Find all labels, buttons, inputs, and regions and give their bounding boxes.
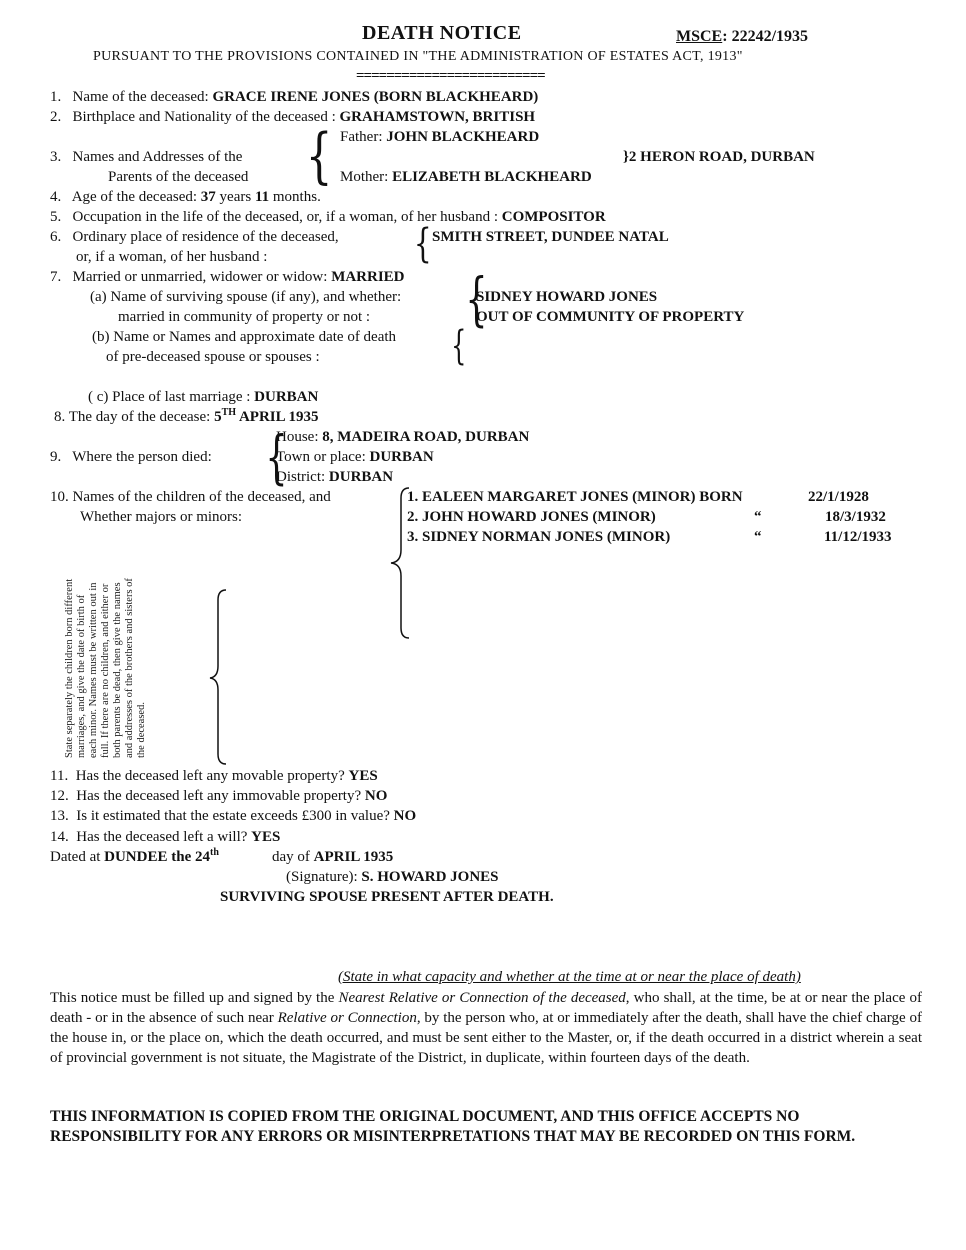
item-label: Has the deceased left any movable property? <box>75 768 349 784</box>
immovable-property: NO <box>364 788 388 804</box>
death-day: 5 <box>214 409 222 425</box>
msce-reference <box>676 28 808 46</box>
item-number: 9. <box>50 449 62 465</box>
dated-day-suffix: th <box>209 847 219 858</box>
item-7b-label-cont: of pre-deceased spouse or spouses : <box>106 349 320 365</box>
child-1-dob: 22/1/1928 <box>808 489 869 505</box>
district-label: District: <box>276 469 329 485</box>
item-label: Names of the children of the deceased, and <box>72 489 331 505</box>
item-12 <box>50 787 387 805</box>
house-label: House: <box>276 429 323 445</box>
age-years: 37 <box>200 189 216 205</box>
father-label: Father: <box>340 129 387 145</box>
item-4 <box>50 188 321 206</box>
years-label: years <box>215 189 255 205</box>
town-label: Town or place: <box>276 449 370 465</box>
item-6 <box>50 228 339 246</box>
item-3 <box>50 148 242 166</box>
side-note-brace <box>206 586 230 768</box>
instructions-text: This notice must be filled up and signed by the <box>50 990 339 1006</box>
marriage-place: DURBAN <box>254 389 319 405</box>
item-number: 7. <box>50 269 62 285</box>
instructions-emphasis: Nearest Relative or Connection of the deceased <box>338 990 626 1006</box>
item-3-label-cont: Parents of the deceased <box>108 169 249 185</box>
item-7b-label: (b) Name or Names and approximate date of death <box>92 329 397 345</box>
instructions-text: , by the person who, at or immediately after the death, shall have the chief charge of the house in, or the place on, which the death occurred, and must be sent either to the Master, or, if the death occurred in a district wherein a seat of provincial government is not situate, the Magistrate of the District, in duplicate, within fourteen days of the death. <box>50 1010 922 1066</box>
msce-number: : 22242/1935 <box>722 28 809 45</box>
spouse-brace: { <box>465 265 488 333</box>
document-title: DEATH NOTICE <box>362 22 522 44</box>
item-label: Name of the deceased: <box>72 89 213 105</box>
item-2 <box>50 108 535 126</box>
item-11 <box>50 767 378 785</box>
item-label: ( c) Place of last marriage : <box>88 389 255 405</box>
item-5 <box>50 208 606 226</box>
signatory-capacity: SURVIVING SPOUSE PRESENT AFTER DEATH. <box>220 889 554 905</box>
item-number: 12. <box>50 788 69 804</box>
movable-property: YES <box>348 768 378 784</box>
item-number: 4. <box>50 189 62 205</box>
predeceased-brace: { <box>451 323 467 369</box>
item-10-label-cont: Whether majors or minors: <box>80 509 243 525</box>
death-month-year: APRIL 1935 <box>236 409 319 425</box>
item-label: Names and Addresses of the <box>72 149 243 165</box>
town-line <box>276 448 434 466</box>
item-label: The day of the decease: <box>68 409 215 425</box>
item-10 <box>50 488 331 506</box>
msce-label: MSCE <box>676 28 723 45</box>
death-place-brace: { <box>265 423 288 491</box>
house-line <box>276 428 529 446</box>
will-left: YES <box>251 829 281 845</box>
signature-line <box>286 868 499 886</box>
dated-month-line <box>272 848 393 866</box>
item-number: 3. <box>50 149 62 165</box>
death-day-suffix: TH <box>221 407 237 418</box>
day-of-label: day of <box>272 849 314 865</box>
item-1 <box>50 88 538 106</box>
item-14 <box>50 828 280 846</box>
child-3-name: 3. SIDNEY NORMAN JONES (MINOR) <box>407 529 671 545</box>
item-7c <box>88 388 318 406</box>
dated-label: Dated at <box>50 849 105 865</box>
child-1-name: 1. EALEEN MARGARET JONES (MINOR) BORN <box>407 489 743 505</box>
parents-address: }2 HERON ROAD, DURBAN <box>623 149 815 165</box>
office-disclaimer: THIS INFORMATION IS COPIED FROM THE ORIGINAL DOCUMENT, AND THIS OFFICE ACCEPTS NO RESPONSIBILITY FOR ANY ERRORS OR MISINTERPRETATIONS THAT MAY BE RECORDED ON THIS FORM. <box>50 1108 856 1145</box>
the-label: the <box>167 849 195 865</box>
child-2-name: 2. JOHN HOWARD JONES (MINOR) <box>407 509 656 525</box>
instructions-emphasis: Relative or Connection <box>277 1010 417 1026</box>
age-months: 11 <box>254 189 270 205</box>
item-number: 14. <box>50 829 69 845</box>
child-2-ditto: “ <box>754 509 762 525</box>
district-line <box>276 468 393 486</box>
item-7 <box>50 268 405 286</box>
dated-line <box>50 848 219 866</box>
residence: SMITH STREET, DUNDEE NATAL <box>432 229 669 245</box>
dated-month-year: APRIL 1935 <box>313 849 394 865</box>
item-7a-label-cont: married in community of property or not : <box>118 309 371 325</box>
dated-day: 24 <box>194 849 210 865</box>
child-3-ditto: “ <box>754 529 762 545</box>
capacity-instruction: (State in what capacity and whether at the time at or near the place of death) <box>338 969 801 985</box>
item-number: 1. <box>50 89 62 105</box>
months-label: months. <box>269 189 321 205</box>
signature: S. HOWARD JONES <box>361 869 499 885</box>
item-label: Ordinary place of residence of the deceased, <box>72 229 339 245</box>
item-9 <box>50 448 212 466</box>
marital-status: MARRIED <box>331 269 405 285</box>
item-label: Has the deceased left a will? <box>76 829 252 845</box>
property-regime: OUT OF COMMUNITY OF PROPERTY <box>476 309 745 325</box>
item-6-label-cont: or, if a woman, of her husband : <box>76 249 268 265</box>
child-3-dob: 11/12/1933 <box>824 529 892 545</box>
dated-place: DUNDEE <box>104 849 168 865</box>
parents-brace: { <box>305 121 333 191</box>
birthplace-nationality: GRAHAMSTOWN, BRITISH <box>339 109 536 125</box>
item-13 <box>50 807 416 825</box>
residence-brace: { <box>413 221 432 267</box>
item-label: Age of the deceased: <box>71 189 201 205</box>
item-number: 5. <box>50 209 62 225</box>
item-label: Is it estimated that the estate exceeds £300 in value? <box>76 808 394 824</box>
item-number: 2. <box>50 109 62 125</box>
occupation: COMPOSITOR <box>501 209 606 225</box>
item-label: Occupation in the life of the deceased, or, if a woman, of her husband : <box>72 209 502 225</box>
surviving-spouse: SIDNEY HOWARD JONES <box>476 289 658 305</box>
item-label: Where the person died: <box>72 449 212 465</box>
item-label: Birthplace and Nationality of the deceased : <box>72 109 340 125</box>
mother-name: ELIZABETH BLACKHEARD <box>392 169 592 185</box>
item-number: 8. <box>54 409 66 425</box>
item-number: 6. <box>50 229 62 245</box>
deceased-name: GRACE IRENE JONES (BORN BLACKHEARD) <box>212 89 539 105</box>
father-name: JOHN BLACKHEARD <box>386 129 540 145</box>
child-2-dob: 18/3/1932 <box>825 509 886 525</box>
item-label: Has the deceased left any immovable property? <box>76 788 365 804</box>
header-rule: ========================= <box>356 68 545 84</box>
district: DURBAN <box>328 469 394 485</box>
house-address: 8, MADEIRA ROAD, DURBAN <box>322 429 530 445</box>
mother-line <box>340 168 592 186</box>
estate-value: NO <box>393 808 417 824</box>
children-instruction-note: State separately the children born different marriages, and give the date of birth of each minor. Names must be written out in full. If there are no children, and either or both parents be dead, then give the names and addresses of the brothers and sisters of the deceased. <box>64 578 147 758</box>
item-number: 11. <box>50 768 69 784</box>
item-number: 13. <box>50 808 69 824</box>
item-label: Married or unmarried, widower or widow: <box>72 269 332 285</box>
instructions-paragraph <box>50 988 922 1068</box>
town: DURBAN <box>369 449 434 465</box>
item-7a-label: (a) Name of surviving spouse (if any), and whether: <box>90 289 402 305</box>
signature-label: (Signature): <box>286 869 362 885</box>
father-line <box>340 128 539 146</box>
instructions-text: , who shall, at the time, be at or near the place of death - or in the absence of such near <box>50 990 922 1026</box>
mother-label: Mother: <box>340 169 393 185</box>
item-number: 10. <box>50 489 69 505</box>
document-subtitle: PURSUANT TO THE PROVISIONS CONTAINED IN "THE ADMINISTRATION OF ESTATES ACT, 1913" <box>93 49 743 64</box>
